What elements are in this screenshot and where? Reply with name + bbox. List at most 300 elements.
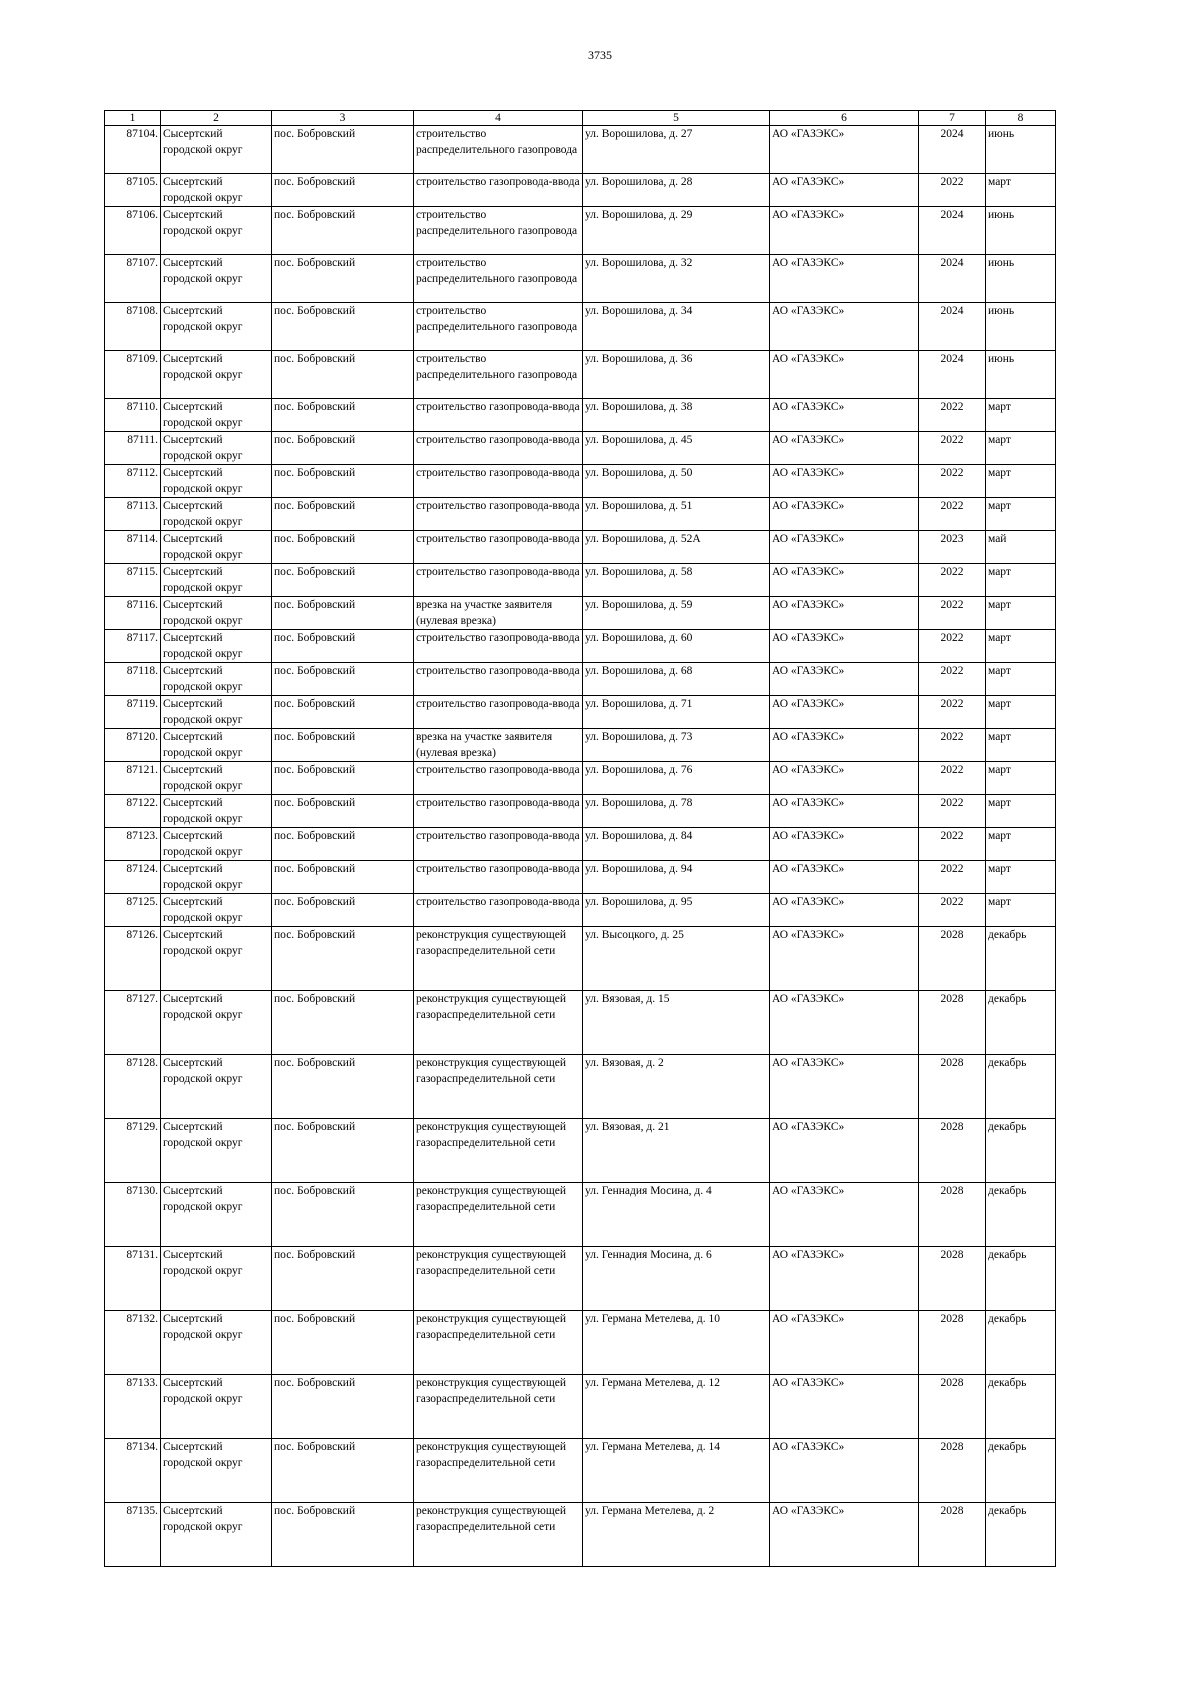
address-cell: ул. Ворошилова, д. 60	[583, 630, 770, 663]
organization-cell: АО «ГАЗЭКС»	[770, 1439, 919, 1503]
district-cell: Сысертский городской округ	[161, 1311, 272, 1375]
address-cell: ул. Ворошилова, д. 95	[583, 894, 770, 927]
organization-cell: АО «ГАЗЭКС»	[770, 828, 919, 861]
work-type-cell: строительство газопровода-ввода	[414, 399, 583, 432]
work-type-cell: строительство распределительного газопровода	[414, 126, 583, 174]
month-cell: декабрь	[986, 1119, 1056, 1183]
organization-cell: АО «ГАЗЭКС»	[770, 399, 919, 432]
address-cell: ул. Ворошилова, д. 84	[583, 828, 770, 861]
district-cell: Сысертский городской округ	[161, 531, 272, 564]
work-type-cell: строительство газопровода-ввода	[414, 432, 583, 465]
table-row	[105, 1247, 1056, 1311]
work-type-cell: реконструкция существующей газораспределительной сети	[414, 1055, 583, 1119]
settlement-cell: пос. Бобровский	[272, 1183, 414, 1247]
year-cell: 2028	[919, 1311, 986, 1375]
year-cell: 2022	[919, 564, 986, 597]
organization-cell: АО «ГАЗЭКС»	[770, 991, 919, 1055]
year-cell: 2023	[919, 531, 986, 564]
row-number: 87107.	[105, 255, 161, 303]
district-cell: Сысертский городской округ	[161, 795, 272, 828]
table-row	[105, 696, 1056, 729]
year-cell: 2024	[919, 351, 986, 399]
work-type-cell: врезка на участке заявителя (нулевая врезка)	[414, 597, 583, 630]
settlement-cell: пос. Бобровский	[272, 531, 414, 564]
district-cell: Сысертский городской округ	[161, 1119, 272, 1183]
work-type-cell: строительство распределительного газопровода	[414, 351, 583, 399]
row-number: 87114.	[105, 531, 161, 564]
row-number: 87130.	[105, 1183, 161, 1247]
table-row	[105, 991, 1056, 1055]
row-number: 87128.	[105, 1055, 161, 1119]
table-row	[105, 351, 1056, 399]
table-row	[105, 1503, 1056, 1567]
year-cell: 2022	[919, 399, 986, 432]
address-cell: ул. Ворошилова, д. 51	[583, 498, 770, 531]
work-type-cell: строительство распределительного газопровода	[414, 207, 583, 255]
work-type-cell: реконструкция существующей газораспределительной сети	[414, 1311, 583, 1375]
district-cell: Сысертский городской округ	[161, 729, 272, 762]
month-cell: март	[986, 498, 1056, 531]
settlement-cell: пос. Бобровский	[272, 351, 414, 399]
settlement-cell: пос. Бобровский	[272, 465, 414, 498]
settlement-cell: пос. Бобровский	[272, 303, 414, 351]
settlement-cell: пос. Бобровский	[272, 255, 414, 303]
year-cell: 2028	[919, 1183, 986, 1247]
year-cell: 2028	[919, 1055, 986, 1119]
table-row	[105, 828, 1056, 861]
district-cell: Сысертский городской округ	[161, 498, 272, 531]
row-number: 87111.	[105, 432, 161, 465]
district-cell: Сысертский городской округ	[161, 991, 272, 1055]
district-cell: Сысертский городской округ	[161, 1439, 272, 1503]
row-number: 87132.	[105, 1311, 161, 1375]
month-cell: декабрь	[986, 927, 1056, 991]
organization-cell: АО «ГАЗЭКС»	[770, 1247, 919, 1311]
address-cell: ул. Ворошилова, д. 38	[583, 399, 770, 432]
organization-cell: АО «ГАЗЭКС»	[770, 1119, 919, 1183]
month-cell: март	[986, 564, 1056, 597]
address-cell: ул. Ворошилова, д. 76	[583, 762, 770, 795]
address-cell: ул. Ворошилова, д. 59	[583, 597, 770, 630]
row-number: 87110.	[105, 399, 161, 432]
organization-cell: АО «ГАЗЭКС»	[770, 894, 919, 927]
work-type-cell: строительство газопровода-ввода	[414, 861, 583, 894]
organization-cell: АО «ГАЗЭКС»	[770, 762, 919, 795]
table-row	[105, 894, 1056, 927]
month-cell: июнь	[986, 126, 1056, 174]
row-number: 87118.	[105, 663, 161, 696]
organization-cell: АО «ГАЗЭКС»	[770, 1055, 919, 1119]
year-cell: 2022	[919, 828, 986, 861]
row-number: 87105.	[105, 174, 161, 207]
address-cell: ул. Ворошилова, д. 27	[583, 126, 770, 174]
work-type-cell: реконструкция существующей газораспределительной сети	[414, 1183, 583, 1247]
table-row	[105, 1439, 1056, 1503]
month-cell: март	[986, 762, 1056, 795]
month-cell: март	[986, 828, 1056, 861]
district-cell: Сысертский городской округ	[161, 1055, 272, 1119]
address-cell: ул. Высоцкого, д. 25	[583, 927, 770, 991]
year-cell: 2022	[919, 465, 986, 498]
settlement-cell: пос. Бобровский	[272, 696, 414, 729]
work-type-cell: строительство газопровода-ввода	[414, 828, 583, 861]
work-type-cell: строительство газопровода-ввода	[414, 663, 583, 696]
table-row	[105, 432, 1056, 465]
organization-cell: АО «ГАЗЭКС»	[770, 432, 919, 465]
organization-cell: АО «ГАЗЭКС»	[770, 1183, 919, 1247]
month-cell: декабрь	[986, 1439, 1056, 1503]
row-number: 87117.	[105, 630, 161, 663]
gasification-registry-table	[104, 110, 1056, 1567]
organization-cell: АО «ГАЗЭКС»	[770, 498, 919, 531]
row-number: 87116.	[105, 597, 161, 630]
year-cell: 2022	[919, 762, 986, 795]
table-row	[105, 498, 1056, 531]
work-type-cell: врезка на участке заявителя (нулевая врезка)	[414, 729, 583, 762]
table-row	[105, 1311, 1056, 1375]
address-cell: ул. Ворошилова, д. 29	[583, 207, 770, 255]
settlement-cell: пос. Бобровский	[272, 1311, 414, 1375]
table-row	[105, 465, 1056, 498]
organization-cell: АО «ГАЗЭКС»	[770, 795, 919, 828]
year-cell: 2024	[919, 207, 986, 255]
month-cell: декабрь	[986, 1311, 1056, 1375]
settlement-cell: пос. Бобровский	[272, 1439, 414, 1503]
settlement-cell: пос. Бобровский	[272, 991, 414, 1055]
row-number: 87134.	[105, 1439, 161, 1503]
year-cell: 2028	[919, 927, 986, 991]
settlement-cell: пос. Бобровский	[272, 126, 414, 174]
work-type-cell: реконструкция существующей газораспределительной сети	[414, 1119, 583, 1183]
year-cell: 2028	[919, 1247, 986, 1311]
district-cell: Сысертский городской округ	[161, 1247, 272, 1311]
organization-cell: АО «ГАЗЭКС»	[770, 126, 919, 174]
table-row	[105, 729, 1056, 762]
district-cell: Сысертский городской округ	[161, 432, 272, 465]
year-cell: 2028	[919, 1375, 986, 1439]
work-type-cell: реконструкция существующей газораспределительной сети	[414, 1375, 583, 1439]
settlement-cell: пос. Бобровский	[272, 399, 414, 432]
organization-cell: АО «ГАЗЭКС»	[770, 531, 919, 564]
row-number: 87108.	[105, 303, 161, 351]
work-type-cell: строительство газопровода-ввода	[414, 498, 583, 531]
table-row	[105, 1375, 1056, 1439]
work-type-cell: реконструкция существующей газораспределительной сети	[414, 991, 583, 1055]
district-cell: Сысертский городской округ	[161, 762, 272, 795]
work-type-cell: реконструкция существующей газораспределительной сети	[414, 927, 583, 991]
settlement-cell: пос. Бобровский	[272, 795, 414, 828]
table-row	[105, 762, 1056, 795]
address-cell: ул. Ворошилова, д. 71	[583, 696, 770, 729]
organization-cell: АО «ГАЗЭКС»	[770, 597, 919, 630]
month-cell: март	[986, 174, 1056, 207]
year-cell: 2022	[919, 498, 986, 531]
settlement-cell: пос. Бобровский	[272, 729, 414, 762]
table-row	[105, 255, 1056, 303]
address-cell: ул. Ворошилова, д. 52А	[583, 531, 770, 564]
organization-cell: АО «ГАЗЭКС»	[770, 351, 919, 399]
table-row	[105, 927, 1056, 991]
column-header: 6	[770, 111, 919, 126]
address-cell: ул. Германа Метелева, д. 14	[583, 1439, 770, 1503]
address-cell: ул. Ворошилова, д. 94	[583, 861, 770, 894]
column-header: 1	[105, 111, 161, 126]
row-number: 87120.	[105, 729, 161, 762]
address-cell: ул. Германа Метелева, д. 10	[583, 1311, 770, 1375]
district-cell: Сысертский городской округ	[161, 174, 272, 207]
district-cell: Сысертский городской округ	[161, 1183, 272, 1247]
table-row	[105, 1183, 1056, 1247]
organization-cell: АО «ГАЗЭКС»	[770, 255, 919, 303]
table-row	[105, 1055, 1056, 1119]
row-number: 87121.	[105, 762, 161, 795]
settlement-cell: пос. Бобровский	[272, 597, 414, 630]
settlement-cell: пос. Бобровский	[272, 894, 414, 927]
row-number: 87125.	[105, 894, 161, 927]
organization-cell: АО «ГАЗЭКС»	[770, 174, 919, 207]
district-cell: Сысертский городской округ	[161, 861, 272, 894]
month-cell: март	[986, 597, 1056, 630]
settlement-cell: пос. Бобровский	[272, 630, 414, 663]
row-number: 87109.	[105, 351, 161, 399]
settlement-cell: пос. Бобровский	[272, 564, 414, 597]
month-cell: март	[986, 630, 1056, 663]
row-number: 87119.	[105, 696, 161, 729]
column-header: 4	[414, 111, 583, 126]
work-type-cell: строительство газопровода-ввода	[414, 894, 583, 927]
table-row	[105, 1119, 1056, 1183]
address-cell: ул. Германа Метелева, д. 2	[583, 1503, 770, 1567]
month-cell: май	[986, 531, 1056, 564]
organization-cell: АО «ГАЗЭКС»	[770, 564, 919, 597]
address-cell: ул. Вязовая, д. 21	[583, 1119, 770, 1183]
settlement-cell: пос. Бобровский	[272, 498, 414, 531]
table-row	[105, 174, 1056, 207]
year-cell: 2022	[919, 432, 986, 465]
year-cell: 2022	[919, 630, 986, 663]
settlement-cell: пос. Бобровский	[272, 432, 414, 465]
work-type-cell: строительство газопровода-ввода	[414, 630, 583, 663]
settlement-cell: пос. Бобровский	[272, 927, 414, 991]
year-cell: 2028	[919, 1503, 986, 1567]
address-cell: ул. Ворошилова, д. 58	[583, 564, 770, 597]
settlement-cell: пос. Бобровский	[272, 762, 414, 795]
month-cell: март	[986, 696, 1056, 729]
column-header: 8	[986, 111, 1056, 126]
settlement-cell: пос. Бобровский	[272, 861, 414, 894]
work-type-cell: строительство газопровода-ввода	[414, 465, 583, 498]
table-body	[105, 126, 1056, 1567]
row-number: 87123.	[105, 828, 161, 861]
year-cell: 2022	[919, 894, 986, 927]
table-row	[105, 861, 1056, 894]
settlement-cell: пос. Бобровский	[272, 1247, 414, 1311]
district-cell: Сысертский городской округ	[161, 207, 272, 255]
work-type-cell: строительство газопровода-ввода	[414, 564, 583, 597]
organization-cell: АО «ГАЗЭКС»	[770, 663, 919, 696]
month-cell: декабрь	[986, 991, 1056, 1055]
month-cell: декабрь	[986, 1375, 1056, 1439]
table-row	[105, 795, 1056, 828]
column-number-header	[105, 111, 1056, 126]
month-cell: декабрь	[986, 1503, 1056, 1567]
month-cell: март	[986, 729, 1056, 762]
work-type-cell: строительство распределительного газопровода	[414, 303, 583, 351]
month-cell: март	[986, 663, 1056, 696]
year-cell: 2024	[919, 126, 986, 174]
organization-cell: АО «ГАЗЭКС»	[770, 927, 919, 991]
row-number: 87104.	[105, 126, 161, 174]
district-cell: Сысертский городской округ	[161, 894, 272, 927]
year-cell: 2022	[919, 795, 986, 828]
column-header: 3	[272, 111, 414, 126]
row-number: 87122.	[105, 795, 161, 828]
address-cell: ул. Ворошилова, д. 34	[583, 303, 770, 351]
address-cell: ул. Ворошилова, д. 32	[583, 255, 770, 303]
table-row	[105, 597, 1056, 630]
district-cell: Сысертский городской округ	[161, 630, 272, 663]
work-type-cell: строительство газопровода-ввода	[414, 795, 583, 828]
settlement-cell: пос. Бобровский	[272, 174, 414, 207]
year-cell: 2022	[919, 729, 986, 762]
district-cell: Сысертский городской округ	[161, 465, 272, 498]
table-row	[105, 303, 1056, 351]
organization-cell: АО «ГАЗЭКС»	[770, 729, 919, 762]
row-number: 87135.	[105, 1503, 161, 1567]
month-cell: декабрь	[986, 1183, 1056, 1247]
month-cell: март	[986, 795, 1056, 828]
settlement-cell: пос. Бобровский	[272, 828, 414, 861]
row-number: 87126.	[105, 927, 161, 991]
work-type-cell: реконструкция существующей газораспределительной сети	[414, 1439, 583, 1503]
column-header: 5	[583, 111, 770, 126]
address-cell: ул. Ворошилова, д. 36	[583, 351, 770, 399]
organization-cell: АО «ГАЗЭКС»	[770, 207, 919, 255]
district-cell: Сысертский городской округ	[161, 564, 272, 597]
organization-cell: АО «ГАЗЭКС»	[770, 1311, 919, 1375]
month-cell: март	[986, 861, 1056, 894]
address-cell: ул. Геннадия Мосина, д. 6	[583, 1247, 770, 1311]
column-header: 2	[161, 111, 272, 126]
row-number: 87115.	[105, 564, 161, 597]
month-cell: июнь	[986, 255, 1056, 303]
year-cell: 2022	[919, 861, 986, 894]
district-cell: Сысертский городской округ	[161, 1503, 272, 1567]
address-cell: ул. Ворошилова, д. 68	[583, 663, 770, 696]
district-cell: Сысертский городской округ	[161, 597, 272, 630]
year-cell: 2022	[919, 174, 986, 207]
year-cell: 2022	[919, 597, 986, 630]
settlement-cell: пос. Бобровский	[272, 207, 414, 255]
address-cell: ул. Вязовая, д. 2	[583, 1055, 770, 1119]
table-row	[105, 531, 1056, 564]
table-row	[105, 399, 1056, 432]
settlement-cell: пос. Бобровский	[272, 1375, 414, 1439]
row-number: 87131.	[105, 1247, 161, 1311]
address-cell: ул. Ворошилова, д. 28	[583, 174, 770, 207]
settlement-cell: пос. Бобровский	[272, 663, 414, 696]
settlement-cell: пос. Бобровский	[272, 1503, 414, 1567]
month-cell: март	[986, 894, 1056, 927]
row-number: 87127.	[105, 991, 161, 1055]
year-cell: 2024	[919, 303, 986, 351]
district-cell: Сысертский городской округ	[161, 126, 272, 174]
month-cell: март	[986, 432, 1056, 465]
year-cell: 2022	[919, 663, 986, 696]
row-number: 87112.	[105, 465, 161, 498]
table-row	[105, 207, 1056, 255]
month-cell: декабрь	[986, 1055, 1056, 1119]
settlement-cell: пос. Бобровский	[272, 1119, 414, 1183]
year-cell: 2024	[919, 255, 986, 303]
table-row	[105, 663, 1056, 696]
work-type-cell: строительство распределительного газопровода	[414, 255, 583, 303]
address-cell: ул. Ворошилова, д. 45	[583, 432, 770, 465]
column-header: 7	[919, 111, 986, 126]
year-cell: 2028	[919, 991, 986, 1055]
address-cell: ул. Ворошилова, д. 73	[583, 729, 770, 762]
district-cell: Сысертский городской округ	[161, 696, 272, 729]
row-number: 87129.	[105, 1119, 161, 1183]
organization-cell: АО «ГАЗЭКС»	[770, 1375, 919, 1439]
year-cell: 2028	[919, 1439, 986, 1503]
district-cell: Сысертский городской округ	[161, 351, 272, 399]
work-type-cell: строительство газопровода-ввода	[414, 762, 583, 795]
organization-cell: АО «ГАЗЭКС»	[770, 1503, 919, 1567]
organization-cell: АО «ГАЗЭКС»	[770, 303, 919, 351]
table-row	[105, 630, 1056, 663]
month-cell: март	[986, 399, 1056, 432]
month-cell: март	[986, 465, 1056, 498]
row-number: 87106.	[105, 207, 161, 255]
work-type-cell: строительство газопровода-ввода	[414, 531, 583, 564]
address-cell: ул. Ворошилова, д. 78	[583, 795, 770, 828]
organization-cell: АО «ГАЗЭКС»	[770, 696, 919, 729]
district-cell: Сысертский городской округ	[161, 303, 272, 351]
organization-cell: АО «ГАЗЭКС»	[770, 630, 919, 663]
address-cell: ул. Вязовая, д. 15	[583, 991, 770, 1055]
organization-cell: АО «ГАЗЭКС»	[770, 861, 919, 894]
work-type-cell: строительство газопровода-ввода	[414, 174, 583, 207]
work-type-cell: реконструкция существующей газораспределительной сети	[414, 1503, 583, 1567]
district-cell: Сысертский городской округ	[161, 399, 272, 432]
address-cell: ул. Германа Метелева, д. 12	[583, 1375, 770, 1439]
address-cell: ул. Геннадия Мосина, д. 4	[583, 1183, 770, 1247]
page-number: 3735	[588, 48, 612, 62]
year-cell: 2028	[919, 1119, 986, 1183]
district-cell: Сысертский городской округ	[161, 255, 272, 303]
work-type-cell: строительство газопровода-ввода	[414, 696, 583, 729]
table-row	[105, 564, 1056, 597]
district-cell: Сысертский городской округ	[161, 1375, 272, 1439]
address-cell: ул. Ворошилова, д. 50	[583, 465, 770, 498]
month-cell: июнь	[986, 303, 1056, 351]
district-cell: Сысертский городской округ	[161, 927, 272, 991]
month-cell: июнь	[986, 351, 1056, 399]
row-number: 87124.	[105, 861, 161, 894]
table-row	[105, 126, 1056, 174]
district-cell: Сысертский городской округ	[161, 828, 272, 861]
month-cell: июнь	[986, 207, 1056, 255]
district-cell: Сысертский городской округ	[161, 663, 272, 696]
row-number: 87113.	[105, 498, 161, 531]
year-cell: 2022	[919, 696, 986, 729]
work-type-cell: реконструкция существующей газораспределительной сети	[414, 1247, 583, 1311]
row-number: 87133.	[105, 1375, 161, 1439]
organization-cell: АО «ГАЗЭКС»	[770, 465, 919, 498]
month-cell: декабрь	[986, 1247, 1056, 1311]
settlement-cell: пос. Бобровский	[272, 1055, 414, 1119]
